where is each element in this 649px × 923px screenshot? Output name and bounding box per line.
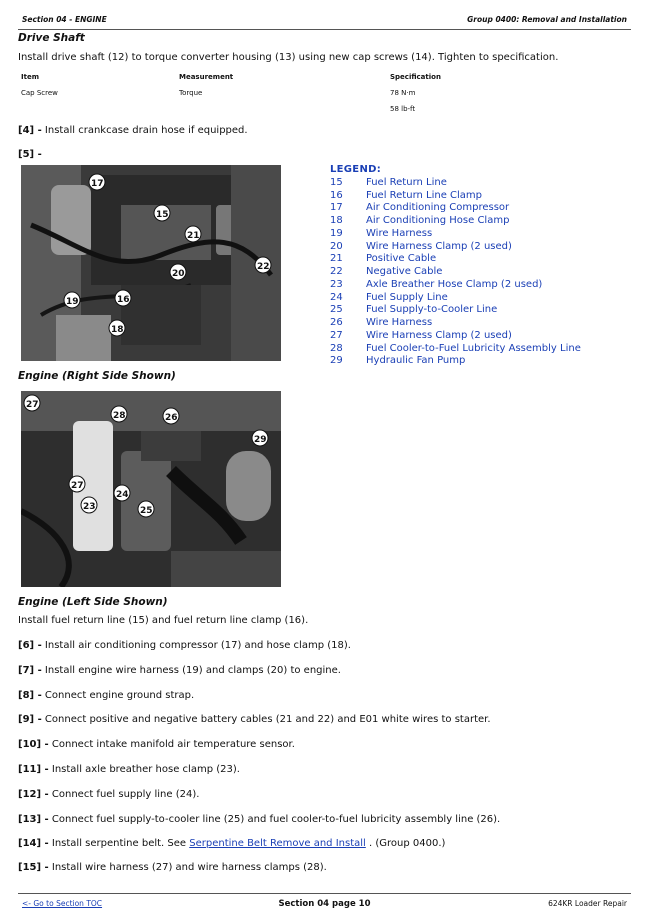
svg-text:24: 24 <box>116 490 129 500</box>
callout-23 <box>81 497 97 513</box>
legend <box>330 164 581 368</box>
step-number: [7] - <box>18 664 42 676</box>
legend-item <box>330 304 498 317</box>
legend-item-number: 26 <box>330 317 343 328</box>
step-text: Install engine wire harness (19) and clamps (20) to engine. <box>44 664 341 676</box>
legend-item-label: Positive Cable <box>366 253 437 265</box>
legend-item-label: Negative Cable <box>366 266 443 277</box>
svg-text:23: 23 <box>83 502 96 512</box>
legend-item <box>330 227 433 241</box>
callout-21 <box>185 226 201 242</box>
step-13 <box>18 814 500 825</box>
step-text: Connect intake manifold air temperature sensor. <box>51 739 295 751</box>
step-7 <box>18 665 341 676</box>
callout-20 <box>170 264 186 280</box>
step-15 <box>18 862 327 873</box>
step-12 <box>18 789 199 800</box>
legend-item-label: Axle Breather Hose Clamp (2 used) <box>366 278 543 290</box>
legend-item-label: Wire Harness <box>366 317 433 328</box>
legend-item <box>330 317 433 330</box>
spec-item: Cap Screw <box>21 89 58 97</box>
legend-item <box>330 266 443 279</box>
page-footer <box>18 893 631 913</box>
legend-item-number: 27 <box>330 329 343 341</box>
svg-text:19: 19 <box>66 297 79 307</box>
callout-26 <box>163 408 179 424</box>
legend-item <box>330 329 512 343</box>
section-label: Section 04 - ENGINE <box>22 15 107 24</box>
spec-value-metric: 78 N·m <box>390 89 416 97</box>
step-10 <box>18 739 295 750</box>
svg-text:15: 15 <box>156 210 169 220</box>
step-5 <box>18 149 42 160</box>
step-text: Install air conditioning compressor (17) and hose clamp (18). <box>44 640 351 651</box>
svg-text:26: 26 <box>165 413 178 423</box>
legend-item-label: Fuel Return Line <box>366 176 447 188</box>
legend-item <box>330 215 510 228</box>
legend-item-label: Wire Harness Clamp (2 used) <box>366 240 512 252</box>
legend-item <box>330 189 483 203</box>
step-number: [12] - <box>18 788 49 800</box>
spec-value-imperial: 58 lb-ft <box>390 105 416 113</box>
step-number: [4] - <box>18 125 42 136</box>
callout-15 <box>154 205 170 221</box>
document-title: 624KR Loader Repair <box>548 899 627 908</box>
step-11 <box>18 764 240 775</box>
step-number: [9] - <box>18 714 42 726</box>
legend-item-label: Air Conditioning Hose Clamp <box>366 215 510 226</box>
drive-shaft-instruction: Install drive shaft (12) to torque converter housing (13) using new cap screws (14). Tighten to specification. <box>18 52 559 63</box>
callout-28 <box>111 406 127 422</box>
step-text: Install serpentine belt. See <box>51 838 190 849</box>
spec-header-item: Item <box>21 73 39 81</box>
callout-18 <box>109 320 125 336</box>
legend-item-number: 21 <box>330 253 343 265</box>
legend-item <box>330 202 510 215</box>
legend-item-number: 22 <box>330 266 343 277</box>
legend-item <box>330 176 447 190</box>
legend-item-number: 17 <box>330 202 343 214</box>
callout-17 <box>89 174 105 190</box>
page-number: Section 04 page 10 <box>278 899 371 909</box>
legend-item-label: Wire Harness <box>366 227 433 239</box>
legend-item-number: 20 <box>330 240 343 252</box>
legend-item-label: Fuel Supply Line <box>366 291 448 303</box>
legend-title: LEGEND: <box>330 164 382 175</box>
step-text: Connect positive and negative battery cables (21 and 22) and E01 white wires to starter. <box>44 714 491 726</box>
step-text-post: . (Group 0400.) <box>365 838 446 849</box>
legend-item-number: 15 <box>330 176 343 188</box>
photo2-caption: Engine (Left Side Shown) <box>18 596 168 608</box>
step-text: Connect fuel supply line (24). <box>51 788 200 800</box>
section-toc-link[interactable]: <- Go to Section TOC <box>22 899 103 908</box>
callout-25 <box>138 501 154 517</box>
svg-text:20: 20 <box>172 269 185 279</box>
svg-text:18: 18 <box>111 325 124 335</box>
svg-text:21: 21 <box>187 231 200 241</box>
legend-item-number: 18 <box>330 215 343 226</box>
spec-measurement: Torque <box>179 89 203 97</box>
legend-item-label: Fuel Return Line Clamp <box>366 189 483 201</box>
step-text: Install crankcase drain hose if equipped. <box>44 125 248 136</box>
svg-text:29: 29 <box>254 435 267 445</box>
legend-item-number: 25 <box>330 304 343 316</box>
step-text: Install wire harness (27) and wire harness clamps (28). <box>51 862 327 873</box>
step-number: [10] - <box>18 739 49 751</box>
legend-item-number: 23 <box>330 278 343 290</box>
callout-29 <box>252 430 268 446</box>
spec-header-specification: Specification <box>390 73 441 81</box>
photo1-caption: Engine (Right Side Shown) <box>18 370 176 382</box>
step-number: [14] - <box>18 838 49 849</box>
svg-text:28: 28 <box>113 411 126 421</box>
step-number: [5] - <box>18 149 42 160</box>
step-number: [11] - <box>18 764 49 775</box>
step-number: [6] - <box>18 640 42 651</box>
legend-item-number: 16 <box>330 189 343 201</box>
callout-19 <box>64 292 80 308</box>
svg-text:27: 27 <box>71 481 84 491</box>
legend-item <box>330 253 437 266</box>
legend-item-label: Fuel Supply-to-Cooler Line <box>366 304 498 316</box>
legend-item-number: 29 <box>330 355 343 367</box>
step-text: Connect fuel supply-to-cooler line (25) and fuel cooler-to-fuel lubricity assembly line (26). <box>51 813 501 825</box>
legend-item-label: Fuel Cooler-to-Fuel Lubricity Assembly Line <box>366 342 581 354</box>
svg-text:17: 17 <box>91 179 104 189</box>
callout-16 <box>115 290 131 306</box>
step-6 <box>18 640 351 651</box>
svg-text:25: 25 <box>140 506 153 516</box>
legend-item <box>330 355 466 368</box>
callout-24 <box>114 485 130 501</box>
step-9 <box>18 714 491 725</box>
legend-item-label: Hydraulic Fan Pump <box>366 355 466 367</box>
legend-item <box>330 291 448 305</box>
group-label: Group 0400: Removal and Installation <box>467 15 627 24</box>
engine-left-side-photo <box>21 391 281 587</box>
spec-header-measurement: Measurement <box>179 73 234 81</box>
callout-22 <box>255 257 271 273</box>
step-number: [13] - <box>18 813 49 825</box>
legend-item-number: 19 <box>330 227 343 239</box>
step-8 <box>18 690 194 701</box>
step-text: Connect engine ground strap. <box>44 689 195 701</box>
legend-item <box>330 240 512 254</box>
step-4 <box>18 125 248 136</box>
svg-text:16: 16 <box>117 295 130 305</box>
legend-item <box>330 342 581 356</box>
legend-item-number: 28 <box>330 342 343 354</box>
step-number: [8] - <box>18 689 42 701</box>
svg-text:22: 22 <box>257 262 270 272</box>
legend-item <box>330 278 543 292</box>
callout-27b <box>69 476 85 492</box>
page-header <box>18 14 631 30</box>
intro-line: Install fuel return line (15) and fuel return line clamp (16). <box>18 615 309 626</box>
legend-item-label: Wire Harness Clamp (2 used) <box>366 329 512 341</box>
step-number: [15] - <box>18 862 49 873</box>
serpentine-belt-link[interactable]: Serpentine Belt Remove and Install <box>189 838 366 849</box>
svg-text:27: 27 <box>26 400 39 410</box>
step-text: Install axle breather hose clamp (23). <box>51 764 240 775</box>
engine-right-side-photo <box>21 165 281 361</box>
step-14 <box>18 838 445 849</box>
legend-item-number: 24 <box>330 291 343 303</box>
legend-item-label: Air Conditioning Compressor <box>366 202 510 214</box>
drive-shaft-title: Drive Shaft <box>18 32 85 44</box>
callout-27 <box>24 395 40 411</box>
